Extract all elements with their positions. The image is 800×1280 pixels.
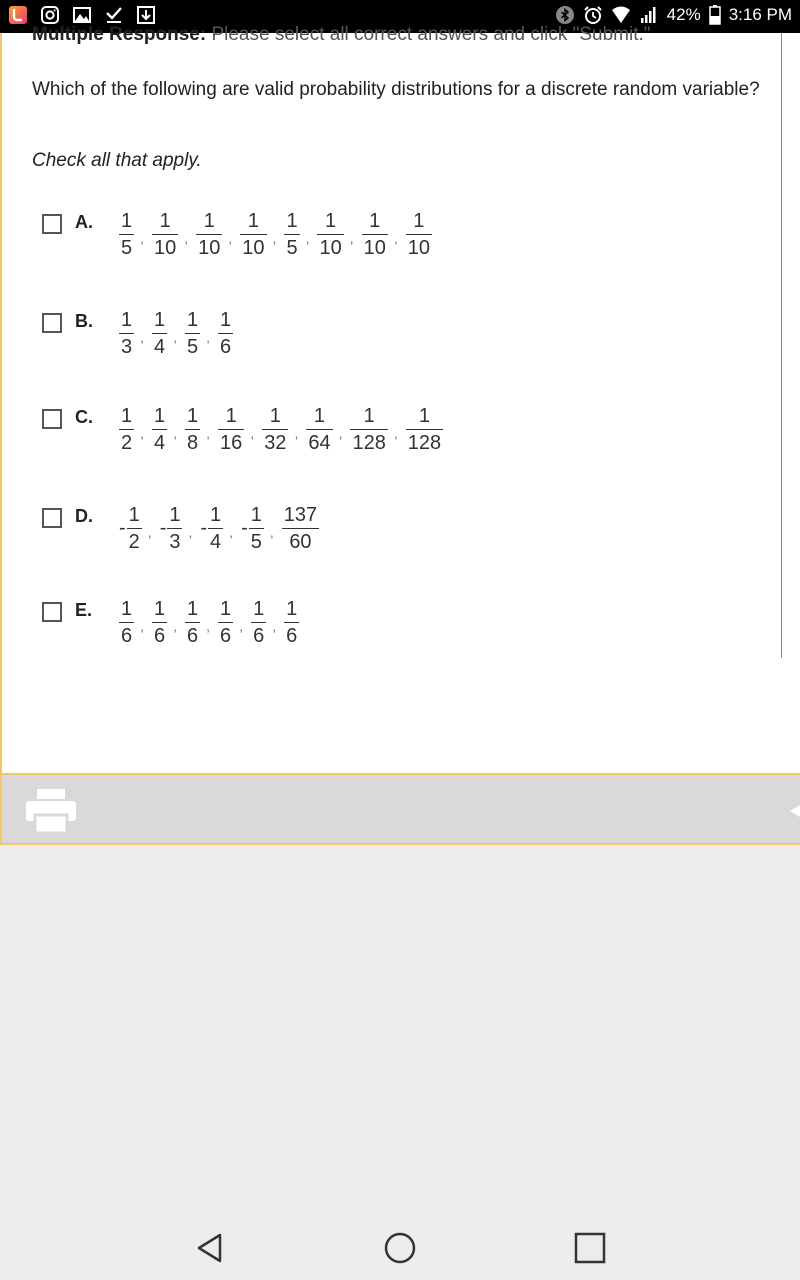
response-type-text: Please select all correct answers and click "Submit." (206, 24, 651, 45)
clock: 3:16 PM (728, 5, 792, 24)
signal-icon (639, 5, 659, 25)
fraction (306, 406, 332, 453)
fraction (119, 211, 134, 258)
fraction-list (119, 406, 443, 453)
separator-comma: , (229, 523, 234, 540)
fraction (119, 599, 134, 646)
separator-comma: , (140, 424, 145, 441)
fraction-numerator: 1 (154, 598, 166, 620)
fraction-numerator: 1 (286, 598, 298, 620)
fraction-denominator: 6 (253, 625, 265, 647)
fraction (251, 599, 266, 646)
separator-comma: , (206, 617, 211, 634)
fraction-numerator: 1 (128, 504, 140, 526)
separator-comma: , (188, 523, 193, 540)
back-triangle-icon[interactable] (192, 1230, 228, 1266)
download-icon (136, 5, 156, 25)
fraction-numerator: 1 (225, 405, 237, 427)
answer-option[interactable] (42, 406, 443, 453)
fraction-denominator: 10 (154, 237, 177, 259)
fraction-denominator: 128 (407, 432, 442, 454)
answer-checkbox[interactable] (42, 508, 62, 528)
fraction-numerator: 1 (247, 210, 259, 232)
separator-comma: , (140, 617, 145, 634)
fraction (152, 211, 178, 258)
bottom-toolbar (0, 773, 800, 845)
recents-square-icon[interactable] (572, 1230, 608, 1266)
fraction-denominator: 8 (187, 432, 199, 454)
fraction-numerator: 1 (325, 210, 337, 232)
separator-comma: , (140, 229, 145, 246)
fraction-denominator: 10 (319, 237, 342, 259)
fraction (249, 505, 264, 552)
fraction-denominator: 3 (121, 336, 133, 358)
fraction-numerator: 1 (121, 309, 133, 331)
separator-comma: , (206, 328, 211, 345)
fraction (119, 310, 134, 357)
fraction (185, 599, 200, 646)
question-panel (0, 24, 800, 845)
printer-icon[interactable] (24, 787, 78, 835)
option-letter: A. (75, 212, 93, 232)
fraction-numerator: 1 (418, 405, 430, 427)
fraction-denominator: 6 (187, 625, 199, 647)
answer-option[interactable] (42, 505, 319, 552)
option-letter: E. (75, 600, 93, 620)
separator-comma: , (272, 617, 277, 634)
fraction-denominator: 4 (154, 336, 166, 358)
fraction-numerator: 1 (210, 504, 222, 526)
fraction-denominator: 6 (121, 625, 133, 647)
separator-comma: , (250, 424, 255, 441)
separator-comma: , (173, 328, 178, 345)
fraction-list (119, 505, 319, 552)
home-circle-icon[interactable] (382, 1230, 418, 1266)
separator-comma: , (184, 229, 189, 246)
fraction-numerator: 1 (413, 210, 425, 232)
answer-checkbox[interactable] (42, 313, 62, 333)
separator-comma: , (206, 424, 211, 441)
fraction-numerator: 1 (169, 504, 181, 526)
battery-icon (709, 5, 721, 25)
fraction-denominator: 5 (286, 237, 298, 259)
scroll-edge (781, 33, 782, 658)
fraction (218, 310, 233, 357)
fraction-numerator: 137 (283, 504, 318, 526)
separator-comma: , (140, 328, 145, 345)
fraction-numerator: 1 (220, 309, 232, 331)
response-type-header (32, 24, 651, 46)
fraction (284, 599, 299, 646)
fraction-denominator: 5 (187, 336, 199, 358)
response-type-label: Multiple Response: (32, 24, 207, 45)
fraction (152, 599, 167, 646)
app-icon (8, 5, 28, 25)
answer-checkbox[interactable] (42, 602, 62, 622)
fraction-denominator: 32 (264, 432, 287, 454)
fraction-numerator: 1 (187, 405, 199, 427)
answer-option[interactable] (42, 211, 432, 258)
fraction-denominator: 6 (220, 625, 232, 647)
fraction-denominator: 2 (128, 531, 140, 553)
bluetooth-icon (555, 5, 575, 25)
fraction-denominator: 6 (286, 625, 298, 647)
chevron-left-icon[interactable] (788, 801, 800, 821)
fraction (282, 505, 319, 552)
fraction-denominator: 64 (308, 432, 331, 454)
separator-comma: , (393, 229, 398, 246)
fraction (406, 406, 443, 453)
fraction-numerator: 1 (369, 210, 381, 232)
fraction (218, 599, 233, 646)
alarm-icon (583, 5, 603, 25)
fraction-denominator: 2 (121, 432, 133, 454)
fraction (152, 310, 167, 357)
separator-comma: , (393, 424, 398, 441)
fraction (208, 505, 223, 552)
fraction (350, 406, 387, 453)
fraction-numerator: 1 (363, 405, 375, 427)
fraction-denominator: 60 (289, 531, 312, 553)
separator-comma: , (228, 229, 233, 246)
answer-checkbox[interactable] (42, 409, 62, 429)
fraction (406, 211, 432, 258)
fraction (317, 211, 343, 258)
fraction-numerator: 1 (121, 210, 133, 232)
fraction-denominator: 3 (169, 531, 181, 553)
fraction-numerator: 1 (313, 405, 326, 427)
instagram-icon (40, 5, 60, 25)
fraction-denominator: 4 (210, 531, 222, 553)
separator-comma: , (349, 229, 354, 246)
fraction-numerator: 1 (121, 405, 133, 427)
fraction (119, 406, 134, 453)
negative-sign: - (159, 517, 167, 539)
gallery-icon (72, 5, 92, 25)
fraction-list (119, 211, 432, 258)
fraction-list (119, 599, 299, 646)
fraction (152, 406, 167, 453)
answer-option[interactable] (42, 310, 233, 357)
fraction (362, 211, 388, 258)
separator-comma: , (173, 424, 178, 441)
fraction-denominator: 128 (352, 432, 386, 454)
question-text: Which of the following are valid probability distributions for a discrete random variable? (32, 79, 760, 100)
fraction (167, 505, 182, 552)
separator-comma: , (338, 424, 343, 441)
fraction (284, 211, 299, 258)
fraction (196, 211, 222, 258)
fraction (185, 406, 200, 453)
separator-comma: , (272, 229, 277, 246)
wifi-icon (611, 5, 631, 25)
fraction (240, 211, 266, 258)
fraction (218, 406, 244, 453)
fraction-numerator: 1 (154, 405, 166, 427)
fraction-denominator: 10 (198, 237, 221, 259)
fraction-numerator: 1 (154, 309, 166, 331)
negative-sign: - (200, 517, 208, 539)
navigation-bar (0, 1216, 800, 1280)
separator-comma: , (294, 424, 299, 441)
fraction-list (119, 310, 233, 357)
fraction-denominator: 6 (154, 625, 166, 647)
answer-checkbox[interactable] (42, 214, 62, 234)
fraction (185, 310, 200, 357)
fraction-denominator: 5 (250, 531, 262, 553)
fraction (127, 505, 142, 552)
answer-option[interactable] (42, 599, 299, 646)
fraction-denominator: 6 (220, 336, 232, 358)
fraction-numerator: 1 (250, 504, 262, 526)
fraction-denominator: 4 (154, 432, 166, 454)
option-letter: C. (75, 407, 93, 427)
fraction-denominator: 5 (121, 237, 133, 259)
fraction-denominator: 10 (242, 237, 265, 259)
separator-comma: , (269, 523, 274, 540)
fraction-numerator: 1 (159, 210, 171, 232)
battery-percent: 42% (666, 5, 701, 24)
option-letter: D. (75, 506, 93, 526)
fraction-denominator: 10 (363, 237, 386, 259)
separator-comma: , (305, 229, 310, 246)
fraction-numerator: 1 (269, 405, 281, 427)
fraction-numerator: 1 (253, 598, 265, 620)
option-letter: B. (75, 311, 93, 331)
separator-comma: , (239, 617, 244, 634)
negative-sign: - (241, 517, 248, 539)
fraction-numerator: 1 (220, 598, 232, 620)
fraction-denominator: 10 (407, 237, 430, 259)
fraction-numerator: 1 (203, 210, 215, 232)
fraction-numerator: 1 (286, 210, 298, 232)
download-done-icon (104, 5, 124, 25)
negative-sign: - (119, 517, 126, 539)
fraction-numerator: 1 (187, 598, 199, 620)
fraction-numerator: 1 (121, 598, 133, 620)
instruction-text: Check all that apply. (32, 150, 202, 171)
separator-comma: , (147, 523, 152, 540)
separator-comma: , (173, 617, 178, 634)
fraction-denominator: 16 (220, 432, 243, 454)
fraction (262, 406, 288, 453)
fraction-numerator: 1 (187, 309, 199, 331)
